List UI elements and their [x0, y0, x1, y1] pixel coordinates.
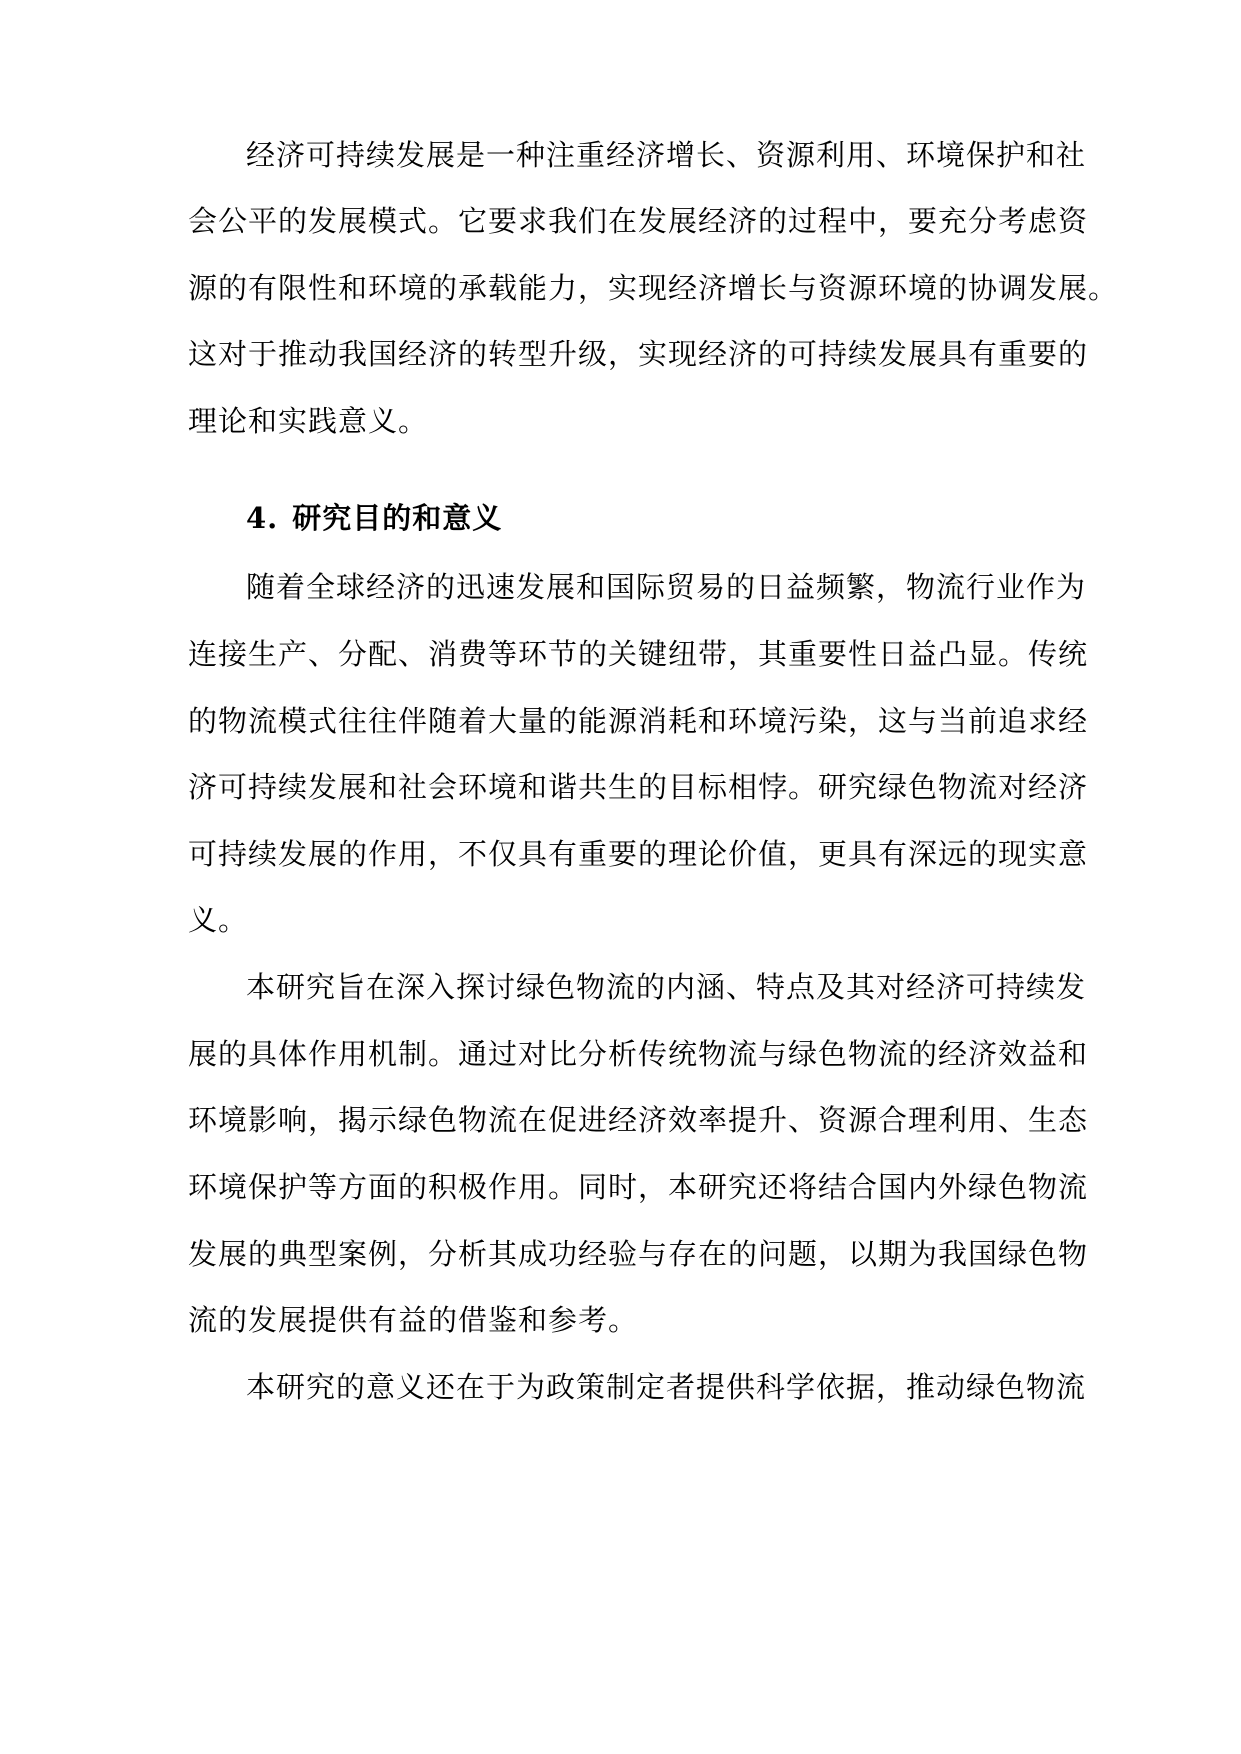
- paragraph-line: 理论和实践意义。: [188, 404, 429, 438]
- paragraph-line: 流的发展提供有益的借鉴和参考。: [188, 1303, 639, 1337]
- paragraph-line: 经济可持续发展是一种注重经济增长、资源利用、环境保护和社: [246, 138, 1087, 172]
- section-number: 4.: [246, 501, 279, 535]
- paragraph-line: 环境保护等方面的积极作用。同时，本研究还将结合国内外绿色物流: [188, 1170, 1089, 1204]
- paragraph-line: 这对于推动我国经济的转型升级，实现经济的可持续发展具有重要的: [188, 337, 1089, 371]
- paragraph-line: 本研究旨在深入探讨绿色物流的内涵、特点及其对经济可持续发: [246, 970, 1087, 1004]
- paragraph-line: 随着全球经济的迅速发展和国际贸易的日益频繁，物流行业作为: [246, 570, 1087, 604]
- paragraph-line: 义。: [188, 903, 249, 937]
- paragraph-line: 可持续发展的作用，不仅具有重要的理论价值，更具有深远的现实意: [188, 837, 1089, 871]
- paragraph-line: 展的具体作用机制。通过对比分析传统物流与绿色物流的经济效益和: [188, 1037, 1089, 1071]
- paragraph-line: 的物流模式往往伴随着大量的能源消耗和环境污染，这与当前追求经: [188, 704, 1089, 738]
- paragraph-line: 发展的典型案例，分析其成功经验与存在的问题，以期为我国绿色物: [188, 1237, 1089, 1271]
- paragraph-line: 济可持续发展和社会环境和谐共生的目标相悖。研究绿色物流对经济: [188, 770, 1089, 804]
- paragraph-line: 会公平的发展模式。它要求我们在发展经济的过程中，要充分考虑资: [188, 204, 1089, 238]
- paragraph-line: 连接生产、分配、消费等环节的关键纽带，其重要性日益凸显。传统: [188, 637, 1089, 671]
- paragraph-line: 本研究的意义还在于为政策制定者提供科学依据，推动绿色物流: [246, 1370, 1087, 1404]
- section-title: 研究目的和意义: [292, 501, 503, 535]
- section-heading: [246, 500, 502, 536]
- paragraph-line: 源的有限性和环境的承载能力，实现经济增长与资源环境的协调发展。: [188, 271, 1119, 305]
- paragraph-line: 环境影响，揭示绿色物流在促进经济效率提升、资源合理利用、生态: [188, 1103, 1089, 1137]
